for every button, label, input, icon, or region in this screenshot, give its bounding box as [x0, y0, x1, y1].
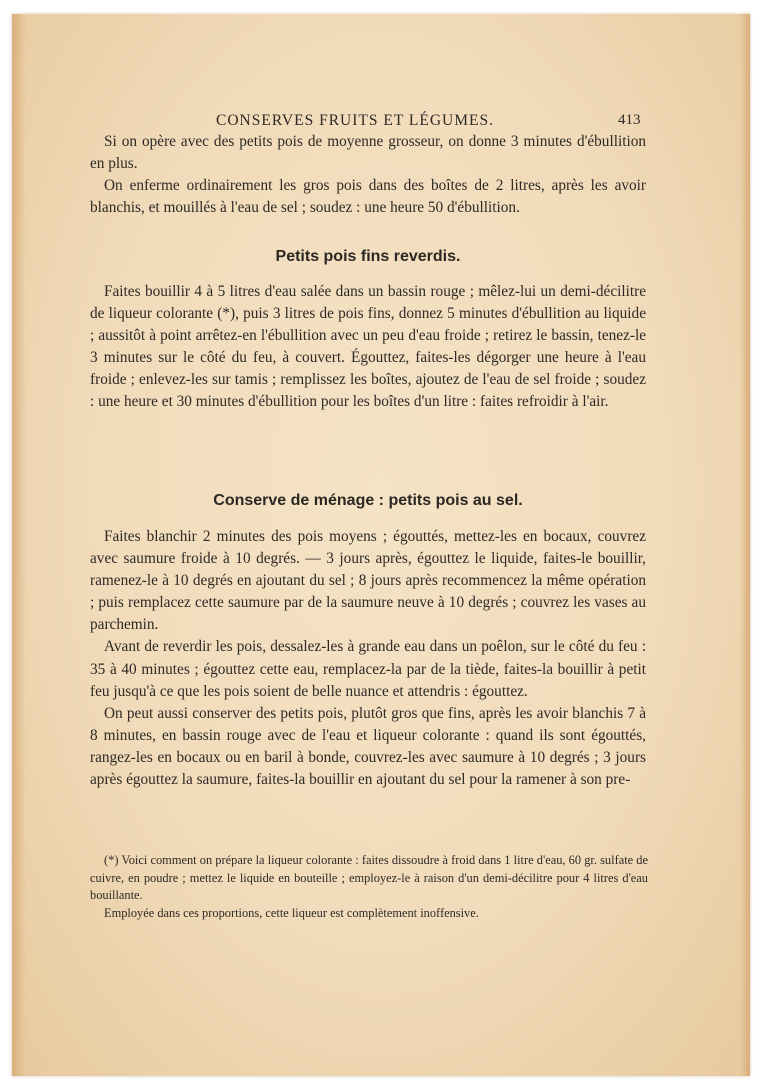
running-head: CONSERVES FRUITS ET LÉGUMES.	[216, 112, 494, 129]
section2-paragraph-3: On peut aussi conserver des petits pois, plutôt gros que fins, après les avoir blanchis 7 à 8 minutes, en bassin rouge avec de l'eau et liqueur colorante : quand ils sont égouttés, rangez-les en bocaux ou en baril à bonde, couvrez-les avec saumure à 10 degrés ; 3 jours après égouttez la saumure, faites-la bouillir en ajoutant du sel pour la ramener à son pre-	[90, 704, 646, 789]
intro-text	[90, 131, 646, 219]
section1-text	[90, 281, 646, 414]
section-heading-conserve-de-menage: Conserve de ménage : petits pois au sel.	[213, 492, 523, 509]
footnotes	[90, 852, 648, 922]
section-heading-petits-pois-fins: Petits pois fins reverdis.	[275, 248, 461, 265]
intro-paragraph-1: Si on opère avec des petits pois de moyenne grosseur, on donne 3 minutes d'ébullition en plus.	[90, 133, 646, 173]
book-page	[12, 14, 750, 1076]
footnote-2: Employée dans ces proportions, cette liqueur est complètement inoffensive.	[104, 905, 479, 920]
section1-paragraph-1: Faites bouillir 4 à 5 litres d'eau salée dans un bassin rouge ; mêlez-lui un demi-décilitre de liqueur colorante (*), puis 3 litres de pois fins, donnez 5 minutes d'ébullition au liquide ; aussitôt à point arrêtez-en l'ébullition avec un peu d'eau froide ; retirez le bassin, tenez-le 3 minutes sur le côté du feu, à couvert. Égouttez, faites-les dégorger une heure à l'eau froide ; enlevez-les sur tamis ; remplissez les boîtes, ajoutez de l'eau de sel froide ; soudez : une heure et 30 minutes d'ébullition pour les boîtes d'un litre : faites refroidir à l'air.	[90, 283, 646, 411]
section2-text	[90, 526, 646, 791]
section2-paragraph-2: Avant de reverdir les pois, dessalez-les à grande eau dans un poêlon, sur le côté du feu : 35 à 40 minutes ; égouttez cette eau, remplacez-la par de la tiède, faites-la bouillir à petit feu jusqu'à ce que les pois soient de belle nuance et attendris : égouttez.	[90, 638, 646, 700]
page-number: 413	[618, 112, 641, 128]
footnote-1: (*) Voici comment on prépare la liqueur colorante : faites dissoudre à froid dans 1 litre d'eau, 60 gr. sulfate de cuivre, en poudre ; mettez le liquide en bouteille ; employez-le à raison d'un demi-décilitre pour 4 litres d'eau bouillante.	[90, 853, 648, 903]
intro-paragraph-2: On enferme ordinairement les gros pois dans des boîtes de 2 litres, après les avoir blanchis, et mouillés à l'eau de sel ; soudez : une heure 50 d'ébullition.	[90, 177, 646, 217]
section2-paragraph-1: Faites blanchir 2 minutes des pois moyens ; égouttés, mettez-les en bocaux, couvrez avec saumure froide à 10 degrés. — 3 jours après, égouttez le liquide, faites-le bouillir, ramenez-le à 10 degrés en ajoutant du sel ; 8 jours après recommencez la même opération ; puis remplacez cette saumure par de la saumure neuve à 10 degrés ; couvrez les vases au parchemin.	[90, 528, 646, 634]
